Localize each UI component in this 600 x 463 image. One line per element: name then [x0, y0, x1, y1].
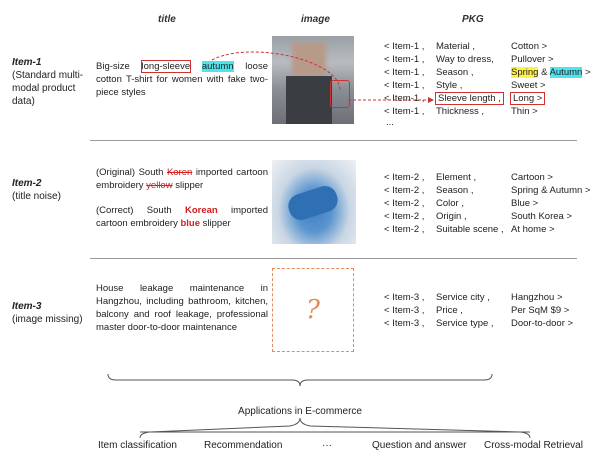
pkg-cell: Service type ,: [436, 318, 494, 329]
pkg-cell: Service city ,: [436, 292, 490, 303]
app-ellipsis: ···: [322, 440, 332, 451]
blue-fix: blue: [180, 218, 201, 229]
app-item-classification: Item classification: [98, 440, 177, 451]
pkg-cell: < Item-1 ,: [384, 93, 425, 104]
item2-desc: (title noise): [12, 191, 61, 202]
table-row: [384, 223, 590, 236]
item2-original-title: [96, 166, 268, 192]
item2-pkg-table: [384, 171, 590, 236]
yellow-strike: yellow: [146, 180, 173, 191]
pkg-cell: < Item-1 ,: [384, 80, 425, 91]
pkg-cell: Season ,: [436, 67, 474, 78]
sleeve-connector: [212, 52, 340, 90]
item1-title-part: Big-size: [96, 61, 142, 72]
sleeve-length-box: Sleeve length ,: [438, 93, 501, 104]
item2-label: [12, 177, 97, 203]
pkg-cell: < Item-2 ,: [384, 198, 425, 209]
pkg-cell: Material ,: [436, 41, 476, 52]
item3-name: Item-3: [12, 301, 42, 312]
title-part: slipper: [172, 180, 204, 191]
pkg-cell: Door-to-door >: [511, 318, 574, 329]
pkg-cell: Style ,: [436, 80, 463, 91]
title-part: imported cartoon embroidery: [96, 205, 268, 229]
item3-label: [12, 300, 97, 326]
autumn-highlight: Autumn: [549, 67, 583, 78]
pkg-cell: < Item-3 ,: [384, 292, 425, 303]
pkg-cell: Per SqM $9 >: [511, 305, 570, 316]
item3-desc: (image missing): [12, 314, 83, 325]
pkg-cell: Cotton >: [511, 41, 548, 52]
applications-title: Applications in E-commerce: [238, 406, 362, 417]
pkg-cell: Spring & Autumn >: [511, 185, 591, 196]
pkg-cell: Thickness ,: [436, 106, 485, 117]
title-part: imported cartoon embroidery: [96, 167, 268, 191]
pkg-cell: Season ,: [436, 185, 474, 196]
pkg-cell: < Item-2 ,: [384, 224, 425, 235]
item2-slipper-image: [272, 160, 356, 244]
question-mark-icon: ?: [306, 295, 320, 325]
pkg-cell: < Item-3 ,: [384, 305, 425, 316]
item3-title: House leakage maintenance in Hangzhou, including bathroom, kitchen, balcony and roof leakage, professional master door-to-door maintenance: [96, 283, 268, 333]
item3-missing-image: [272, 268, 354, 352]
item2-correct-title: [96, 204, 268, 230]
title-part: (Correct) South: [96, 205, 185, 216]
pkg-cell-part: >: [582, 67, 591, 78]
divider: [90, 140, 577, 141]
divider: [90, 258, 577, 259]
pkg-cell: Way to dress,: [436, 54, 494, 65]
item2-name: Item-2: [12, 178, 42, 189]
pkg-cell: At home >: [511, 224, 555, 235]
long-box: Long >: [513, 93, 543, 104]
pkg-cell: < Item-2 ,: [384, 172, 425, 183]
item1-title-autumn: autumn: [201, 61, 234, 72]
column-header-pkg: PKG: [462, 14, 484, 25]
title-part: slipper: [200, 218, 231, 229]
pkg-cell: Sweet >: [511, 80, 546, 91]
item1-name: Item-1: [12, 57, 42, 68]
pkg-cell: Element ,: [436, 172, 477, 183]
app-cross-modal-retrieval: Cross-modal Retrieval: [484, 440, 583, 451]
brace: [108, 374, 492, 386]
pkg-cell: < Item-1 ,: [384, 106, 425, 117]
app-question-answer: Question and answer: [372, 440, 467, 451]
pkg-cell: Color ,: [436, 198, 464, 209]
item1-title-sleeve: long-sleeve: [141, 61, 191, 72]
koren-strike: Koren: [166, 167, 193, 178]
column-header-title: title: [158, 14, 176, 25]
pkg-cell: Pullover >: [511, 54, 554, 65]
pkg-cell: Blue >: [511, 198, 539, 209]
app-recommendation: Recommendation: [204, 440, 283, 451]
table-row: [384, 304, 573, 317]
pkg-cell: Suitable scene ,: [436, 224, 504, 235]
pkg-cell: < Item-1 ,: [384, 41, 425, 52]
table-row: [384, 317, 573, 330]
pkg-cell: Price ,: [436, 305, 463, 316]
table-row: [384, 171, 590, 184]
pkg-cell: < Item-2 ,: [384, 211, 425, 222]
pkg-cell: < Item-1 ,: [384, 67, 425, 78]
title-part: (Original) South: [96, 167, 167, 178]
pkg-cell: Cartoon >: [511, 172, 553, 183]
table-row: [384, 184, 590, 197]
table-row: [384, 197, 590, 210]
item1-ellipsis: ...: [386, 117, 394, 128]
pkg-cell: < Item-3 ,: [384, 318, 425, 329]
column-header-image: image: [301, 14, 330, 25]
bracket-left: [140, 418, 300, 438]
pkg-cell: South Korea >: [511, 211, 573, 222]
slipper-shape: [285, 183, 341, 223]
pkg-cell: < Item-1 ,: [384, 54, 425, 65]
pkg-cell: Hangzhou >: [511, 292, 563, 303]
arrow-head: [428, 97, 434, 103]
table-row: [384, 210, 590, 223]
item3-pkg-table: [384, 291, 573, 330]
pkg-cell: Thin >: [511, 106, 538, 117]
pkg-cell: < Item-2 ,: [384, 185, 425, 196]
table-row: [384, 291, 573, 304]
bracket-right: [300, 418, 530, 438]
pkg-cell-part: &: [538, 67, 550, 78]
pkg-cell: Origin ,: [436, 211, 467, 222]
item1-desc: (Standard multi-modal product data): [12, 70, 84, 107]
spring-highlight: Spring: [511, 67, 539, 78]
korean-fix: Korean: [184, 205, 218, 216]
item1-title-part: loose cotton T-shirt for women with fake two-piece styles: [96, 61, 268, 98]
